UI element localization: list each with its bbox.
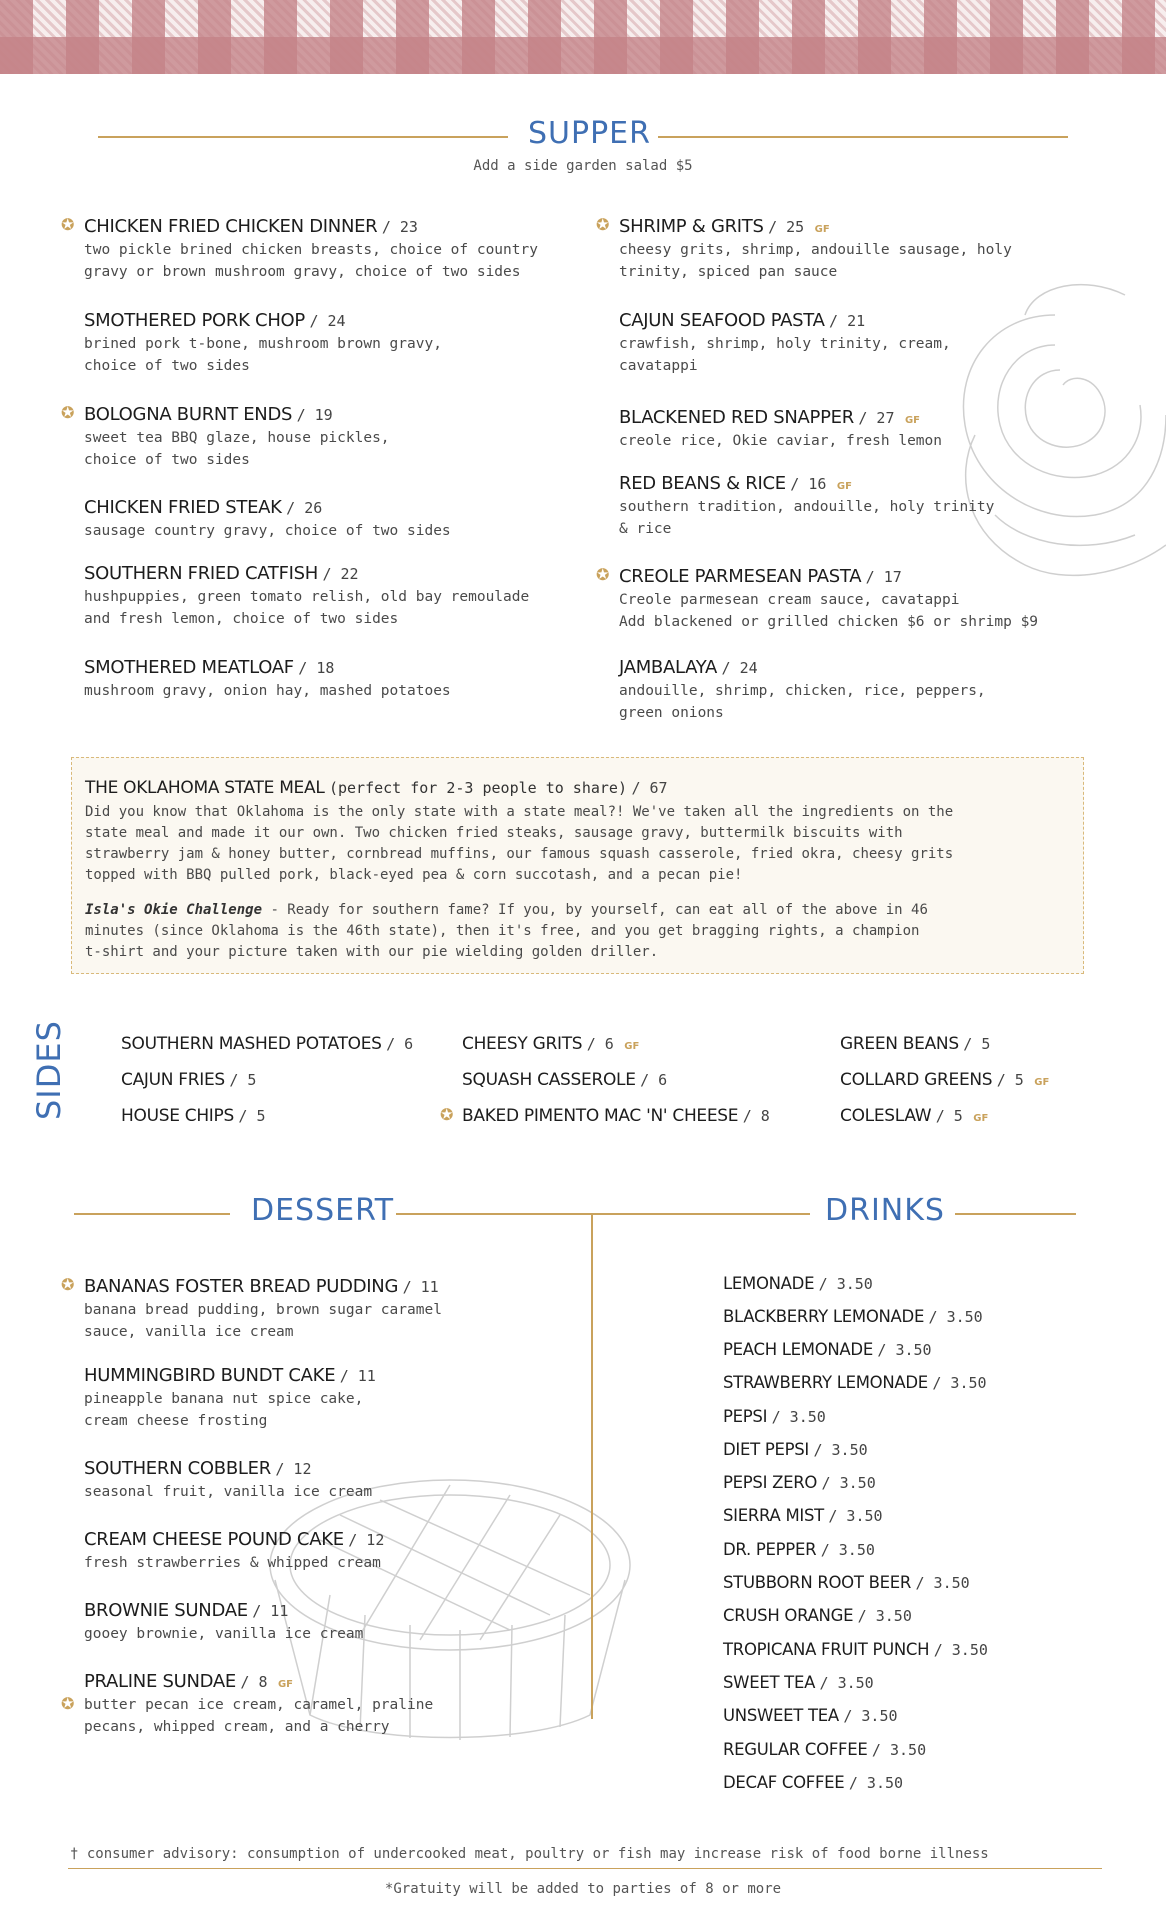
drink-item — [723, 1506, 883, 1526]
item-desc: sausage country gravy, choice of two sides — [84, 523, 451, 539]
menu-item — [84, 563, 529, 630]
menu-item — [84, 404, 390, 471]
gratuity-note: *Gratuity will be added to parties of 8 or more — [384, 1881, 782, 1897]
menu-item — [619, 657, 986, 724]
drink-item — [723, 1274, 873, 1294]
side-price: / 5 — [229, 1071, 257, 1089]
drink-price: / 3.50 — [877, 1341, 932, 1359]
menu-item — [84, 1276, 442, 1343]
item-name: HUMMINGBIRD BUNDT CAKE — [84, 1365, 336, 1386]
menu-item — [84, 1529, 384, 1574]
side-name: GREEN BEANS — [840, 1034, 959, 1054]
item-name: SMOTHERED MEATLOAF — [84, 657, 294, 678]
item-desc: mushroom gravy, onion hay, mashed potatoes — [84, 683, 451, 699]
column-divider — [591, 1213, 593, 1719]
item-name: CHICKEN FRIED CHICKEN DINNER — [84, 216, 378, 237]
item-desc: and fresh lemon, choice of two sides — [84, 611, 399, 627]
item-price: / 18 — [298, 659, 335, 677]
side-name: SQUASH CASSEROLE — [462, 1070, 636, 1090]
item-desc: butter pecan ice cream, caramel, praline — [84, 1697, 434, 1713]
item-desc: banana bread pudding, brown sugar caramel — [84, 1302, 442, 1318]
item-desc: seasonal fruit, vanilla ice cream — [84, 1484, 373, 1500]
state-meal-price: / 67 — [631, 779, 668, 797]
side-price: / 5 — [238, 1107, 266, 1125]
sides-title: SIDES — [30, 1020, 68, 1120]
consumer-advisory: † consumer advisory: consumption of undercooked meat, poultry or fish may increase risk of food borne illness — [70, 1846, 989, 1862]
item-name: RED BEANS & RICE — [619, 473, 786, 494]
challenge-title: Isla's Okie Challenge — [85, 902, 263, 918]
drinks-title: DRINKS — [825, 1193, 945, 1228]
drink-price: / 3.50 — [813, 1441, 868, 1459]
item-desc: crawfish, shrimp, holy trinity, cream, — [619, 336, 951, 352]
drink-item — [723, 1340, 932, 1360]
gingham-banner — [0, 0, 1166, 74]
item-price: / 8 — [240, 1673, 268, 1691]
item-name: BANANAS FOSTER BREAD PUDDING — [84, 1276, 399, 1297]
item-desc: choice of two sides — [84, 452, 250, 468]
drink-item — [723, 1373, 987, 1393]
item-price: / 11 — [402, 1278, 439, 1296]
side-item — [840, 1070, 1049, 1090]
side-item — [462, 1070, 667, 1090]
side-price: / 6 — [640, 1071, 668, 1089]
side-name: SOUTHERN MASHED POTATOES — [121, 1034, 382, 1054]
item-name: BROWNIE SUNDAE — [84, 1600, 248, 1621]
supper-subtitle: Add a side garden salad $5 — [473, 158, 693, 174]
state-meal-desc: state meal and made it our own. Two chicken fried steaks, sausage gravy, buttermilk biscuits with — [85, 825, 903, 841]
menu-item — [84, 216, 538, 283]
drink-name: STUBBORN ROOT BEER — [723, 1573, 912, 1592]
signature-badge-icon: ✪ — [61, 217, 75, 234]
item-desc: Creole parmesean cream sauce, cavatappi — [619, 592, 960, 608]
drink-name: PEPSI ZERO — [723, 1473, 818, 1492]
drink-price: / 3.50 — [933, 1641, 988, 1659]
gf-badge: GF — [904, 415, 920, 426]
supper-rule-left — [98, 136, 508, 138]
item-price: / 19 — [296, 406, 333, 424]
drink-price: / 3.50 — [828, 1507, 883, 1525]
drink-item — [723, 1407, 826, 1427]
drink-item — [723, 1606, 912, 1626]
drink-item — [723, 1740, 926, 1760]
side-item — [840, 1106, 988, 1126]
drink-price: / 3.50 — [821, 1474, 876, 1492]
supper-rule-right — [658, 136, 1068, 138]
drink-item — [723, 1540, 875, 1560]
menu-item — [619, 407, 942, 452]
item-desc: brined pork t-bone, mushroom brown gravy, — [84, 336, 442, 352]
drink-item — [723, 1573, 970, 1593]
item-name: SOUTHERN FRIED CATFISH — [84, 563, 318, 584]
gf-badge: GF — [836, 481, 852, 492]
drink-name: LEMONADE — [723, 1274, 815, 1293]
side-name: BAKED PIMENTO MAC 'N' CHEESE — [462, 1106, 739, 1126]
rose-drawing — [935, 275, 1166, 595]
signature-badge-icon: ✪ — [596, 567, 610, 584]
side-item — [121, 1106, 266, 1126]
item-desc: green onions — [619, 705, 724, 721]
menu-item — [84, 497, 451, 542]
drink-name: SIERRA MIST — [723, 1506, 824, 1525]
side-item — [462, 1034, 639, 1054]
item-desc: trinity, spiced pan sauce — [619, 264, 838, 280]
state-meal-name: THE OKLAHOMA STATE MEAL — [85, 778, 325, 798]
footer-rule — [68, 1868, 1102, 1869]
item-desc: gravy or brown mushroom gravy, choice of two sides — [84, 264, 521, 280]
state-meal-desc: topped with BBQ pulled pork, black-eyed pea & corn succotash, and a pecan pie! — [85, 867, 743, 883]
state-meal-box — [71, 757, 1084, 974]
item-desc: andouille, shrimp, chicken, rice, peppers, — [619, 683, 986, 699]
item-price: / 24 — [721, 659, 758, 677]
item-desc: two pickle brined chicken breasts, choice of country — [84, 242, 538, 258]
dessert-rule-right — [396, 1213, 810, 1215]
side-price: / 5 — [963, 1035, 991, 1053]
gf-badge: GF — [814, 224, 830, 235]
side-price: / 5 — [935, 1107, 963, 1125]
side-item — [840, 1034, 990, 1054]
side-price: / 6 — [586, 1035, 614, 1053]
drink-item — [723, 1673, 874, 1693]
item-desc: fresh strawberries & whipped cream — [84, 1555, 381, 1571]
gf-badge: GF — [1034, 1077, 1050, 1088]
side-price: / 8 — [742, 1107, 770, 1125]
item-price: / 23 — [381, 218, 418, 236]
drink-name: DIET PEPSI — [723, 1440, 809, 1459]
item-price: / 16 — [790, 475, 827, 493]
item-desc: sweet tea BBQ glaze, house pickles, — [84, 430, 390, 446]
item-price: / 22 — [322, 565, 359, 583]
signature-badge-icon: ✪ — [61, 1277, 75, 1294]
drink-price: / 3.50 — [848, 1774, 904, 1792]
drink-item — [723, 1706, 898, 1726]
item-name: CREOLE PARMESEAN PASTA — [619, 566, 862, 587]
drink-name: DECAF COFFEE — [723, 1773, 845, 1792]
menu-item — [619, 216, 1012, 283]
menu-item — [619, 566, 1038, 633]
item-desc: creole rice, Okie caviar, fresh lemon — [619, 433, 943, 449]
item-price: / 12 — [348, 1531, 385, 1549]
drink-price: / 3.50 — [771, 1408, 826, 1426]
menu-item — [84, 310, 442, 377]
drink-item — [723, 1640, 988, 1660]
state-meal-note: (perfect for 2-3 people to share) — [328, 779, 627, 797]
drink-item — [723, 1473, 876, 1493]
item-desc: cavatappi — [619, 358, 698, 374]
item-name: SOUTHERN COBBLER — [84, 1458, 271, 1479]
item-desc: cheesy grits, shrimp, andouille sausage, holy — [619, 242, 1012, 258]
side-price: / 6 — [386, 1035, 414, 1053]
challenge-text: - Ready for southern fame? If you, by yourself, can eat all of the above in 46 — [262, 902, 928, 918]
menu-item — [619, 310, 951, 377]
item-name: CHICKEN FRIED STEAK — [84, 497, 282, 518]
item-price: / 25 — [768, 218, 805, 236]
drink-item — [723, 1440, 868, 1460]
drink-price: / 3.50 — [915, 1574, 970, 1592]
item-name: SHRIMP & GRITS — [619, 216, 764, 237]
dessert-title: DESSERT — [251, 1193, 395, 1228]
drink-name: SWEET TEA — [723, 1673, 816, 1692]
item-desc: sauce, vanilla ice cream — [84, 1324, 294, 1340]
item-desc: cream cheese frosting — [84, 1413, 268, 1429]
signature-badge-icon: ✪ — [440, 1107, 454, 1124]
menu-item — [84, 1671, 433, 1738]
drink-item — [723, 1307, 983, 1327]
item-price: / 27 — [858, 409, 895, 427]
item-name: SMOTHERED PORK CHOP — [84, 310, 305, 331]
menu-item — [84, 1365, 376, 1432]
drink-price: / 3.50 — [818, 1275, 873, 1293]
item-name: BLACKENED RED SNAPPER — [619, 407, 854, 428]
item-name: BOLOGNA BURNT ENDS — [84, 404, 293, 425]
item-desc: southern tradition, andouille, holy trinity — [619, 499, 995, 515]
drink-name: DR. PEPPER — [723, 1540, 817, 1559]
item-price: / 24 — [309, 312, 346, 330]
side-name: CHEESY GRITS — [462, 1034, 583, 1054]
signature-badge-icon: ✪ — [596, 217, 610, 234]
drink-name: UNSWEET TEA — [723, 1706, 839, 1725]
item-desc: pineapple banana nut spice cake, — [84, 1391, 364, 1407]
item-name: PRALINE SUNDAE — [84, 1671, 236, 1692]
item-price: / 26 — [286, 499, 323, 517]
item-price: / 11 — [339, 1367, 376, 1385]
drinks-rule-right — [955, 1213, 1076, 1215]
gf-badge: GF — [277, 1679, 293, 1690]
drink-price: / 3.50 — [819, 1674, 874, 1692]
side-name: HOUSE CHIPS — [121, 1106, 234, 1126]
signature-badge-icon: ✪ — [61, 405, 75, 422]
item-desc: hushpuppies, green tomato relish, old bay remoulade — [84, 589, 530, 605]
menu-item — [84, 1600, 363, 1645]
menu-item — [84, 657, 451, 702]
gf-badge: GF — [973, 1113, 989, 1124]
drink-price: / 3.50 — [871, 1741, 927, 1759]
side-price: / 5 — [996, 1071, 1024, 1089]
item-desc: & rice — [619, 521, 672, 537]
side-item — [462, 1106, 770, 1126]
dessert-rule-left — [74, 1213, 230, 1215]
item-price: / 17 — [865, 568, 902, 586]
item-price: / 12 — [275, 1460, 312, 1478]
side-item — [121, 1034, 413, 1054]
item-desc: gooey brownie, vanilla ice cream — [84, 1626, 364, 1642]
item-desc: choice of two sides — [84, 358, 250, 374]
drink-name: BLACKBERRY LEMONADE — [723, 1307, 925, 1326]
drink-name: REGULAR COFFEE — [723, 1740, 868, 1759]
side-name: CAJUN FRIES — [121, 1070, 225, 1090]
drink-name: PEPSI — [723, 1407, 768, 1426]
item-name: CREAM CHEESE POUND CAKE — [84, 1529, 344, 1550]
state-meal-desc: Did you know that Oklahoma is the only state with a state meal?! We've taken all the ingredients on the — [85, 804, 954, 820]
drink-price: / 3.50 — [932, 1374, 987, 1392]
drink-price: / 3.50 — [857, 1607, 912, 1625]
menu-item — [84, 1458, 372, 1503]
supper-title: SUPPER — [528, 116, 651, 151]
drink-price: / 3.50 — [820, 1541, 875, 1559]
signature-badge-icon: ✪ — [61, 1696, 75, 1713]
state-meal-desc: strawberry jam & honey butter, cornbread muffins, our famous squash casserole, fried okra, cheesy grits — [85, 846, 954, 862]
drink-name: STRAWBERRY LEMONADE — [723, 1373, 928, 1392]
challenge-text: minutes (since Oklahoma is the 46th state), then it's free, and you get bragging rights, a champion — [85, 923, 920, 939]
challenge-line — [85, 900, 928, 921]
side-name: COLLARD GREENS — [840, 1070, 993, 1090]
side-item — [121, 1070, 256, 1090]
drink-price: / 3.50 — [928, 1308, 983, 1326]
drink-item — [723, 1773, 903, 1793]
item-name: JAMBALAYA — [619, 657, 718, 678]
drink-name: TROPICANA FRUIT PUNCH — [723, 1640, 930, 1659]
item-name: CAJUN SEAFOOD PASTA — [619, 310, 825, 331]
gf-badge: GF — [624, 1041, 640, 1052]
drink-price: / 3.50 — [843, 1707, 898, 1725]
drink-name: CRUSH ORANGE — [723, 1606, 854, 1625]
item-price: / 21 — [829, 312, 866, 330]
challenge-text: t-shirt and your picture taken with our pie wielding golden driller. — [85, 944, 659, 960]
menu-item — [619, 473, 994, 540]
side-name: COLESLAW — [840, 1106, 932, 1126]
item-desc: pecans, whipped cream, and a cherry — [84, 1719, 390, 1735]
drink-name: PEACH LEMONADE — [723, 1340, 873, 1359]
item-desc: Add blackened or grilled chicken $6 or shrimp $9 — [619, 614, 1039, 630]
item-price: / 11 — [252, 1602, 289, 1620]
